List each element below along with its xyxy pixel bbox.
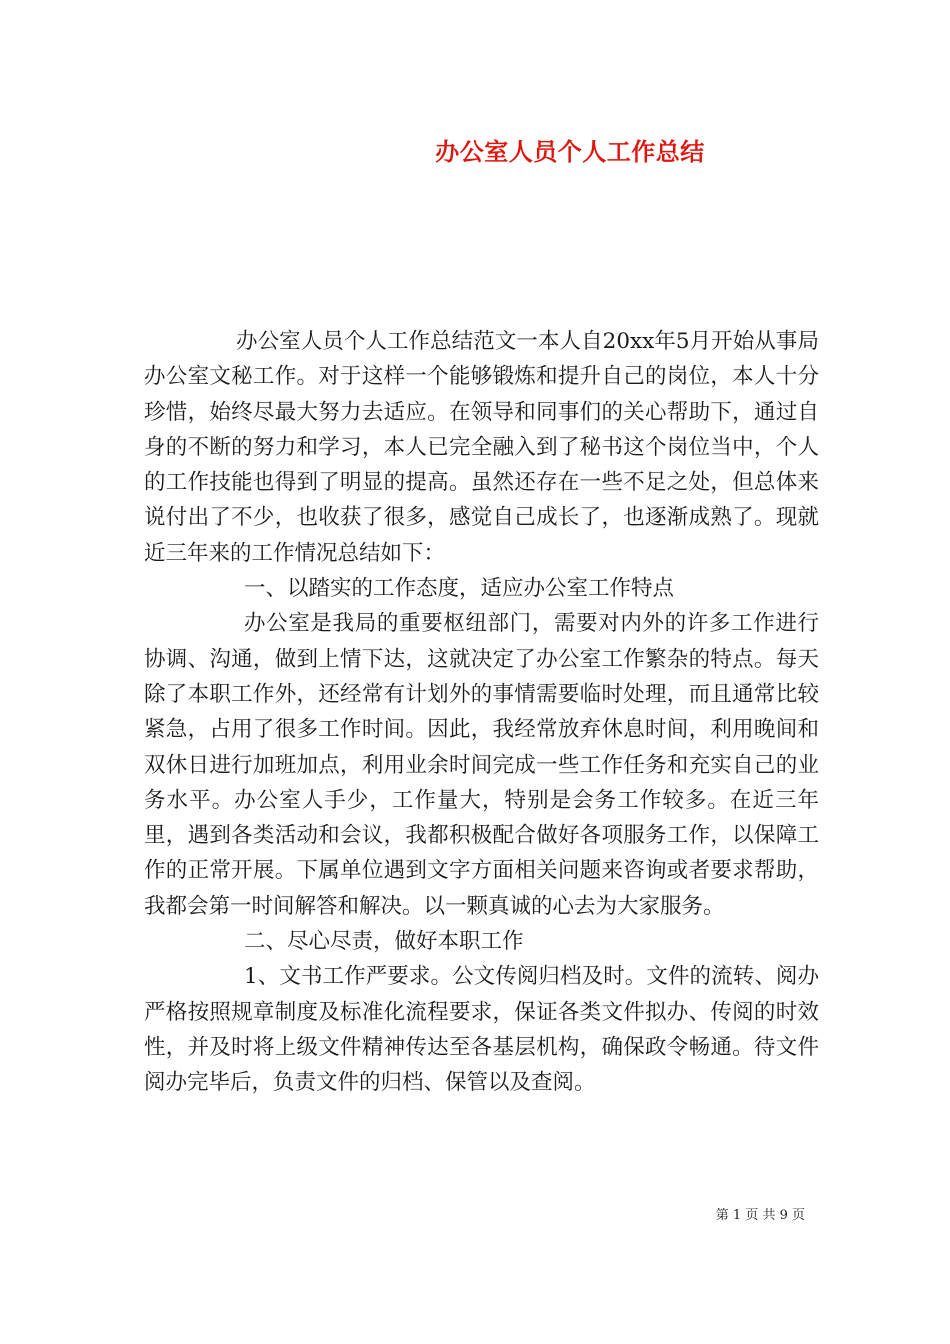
- page-footer: 第 1 页 共 9 页: [715, 1208, 805, 1223]
- section-heading-2: 二、尽心尽责，做好本职工作: [244, 929, 524, 955]
- section-heading-1: 一、以踏实的工作态度，适应办公室工作特点: [244, 576, 675, 602]
- document-body: [144, 324, 819, 1101]
- page-title: 办公室人员个人工作总结: [435, 137, 705, 166]
- section-1-paragraph: 办公室是我局的重要枢纽部门，需要对内外的许多工作进行协调、沟通，做到上情下达，这就决定了办公室工作繁杂的特点。每天除了本职工作外，还经常有计划外的事情需要临时处理，而且通常比较紧急，占用了很多工作时间。因此，我经常放弃休息时间，利用晚间和双休日进行加班加点，利用业余时间完成一些工作任务和充实自己的业务水平。办公室人手少，工作量大，特别是会务工作较多。在近三年里，遇到各类活动和会议，我都积极配合做好各项服务工作，以保障工作的正常开展。下属单位遇到文字方面相关问题来咨询或者要求帮助，我都会第一时间解答和解决。以一颗真诚的心去为大家服务。: [144, 611, 819, 919]
- intro-paragraph: 办公室人员个人工作总结范文一本人自20xx年5月开始从事局办公室文秘工作。对于这样一个能够锻炼和提升自己的岗位，本人十分珍惜，始终尽最大努力去适应。在领导和同事们的关心帮助下，通过自身的不断的努力和学习，本人已完全融入到了秘书这个岗位当中，个人的工作技能也得到了明显的提高。虽然还存在一些不足之处，但总体来说付出了不少，也收获了很多，感觉自己成长了，也逐渐成熟了。现就近三年来的工作情况总结如下：: [144, 329, 819, 566]
- section-2-item-1-paragraph: 1、文书工作严要求。公文传阅归档及时。文件的流转、阅办严格按照规章制度及标准化流程要求，保证各类文件拟办、传阅的时效性，并及时将上级文件精神传达至各基层机构，确保政令畅通。待文件阅办完毕后，负责文件的归档、保管以及查阅。: [144, 964, 819, 1096]
